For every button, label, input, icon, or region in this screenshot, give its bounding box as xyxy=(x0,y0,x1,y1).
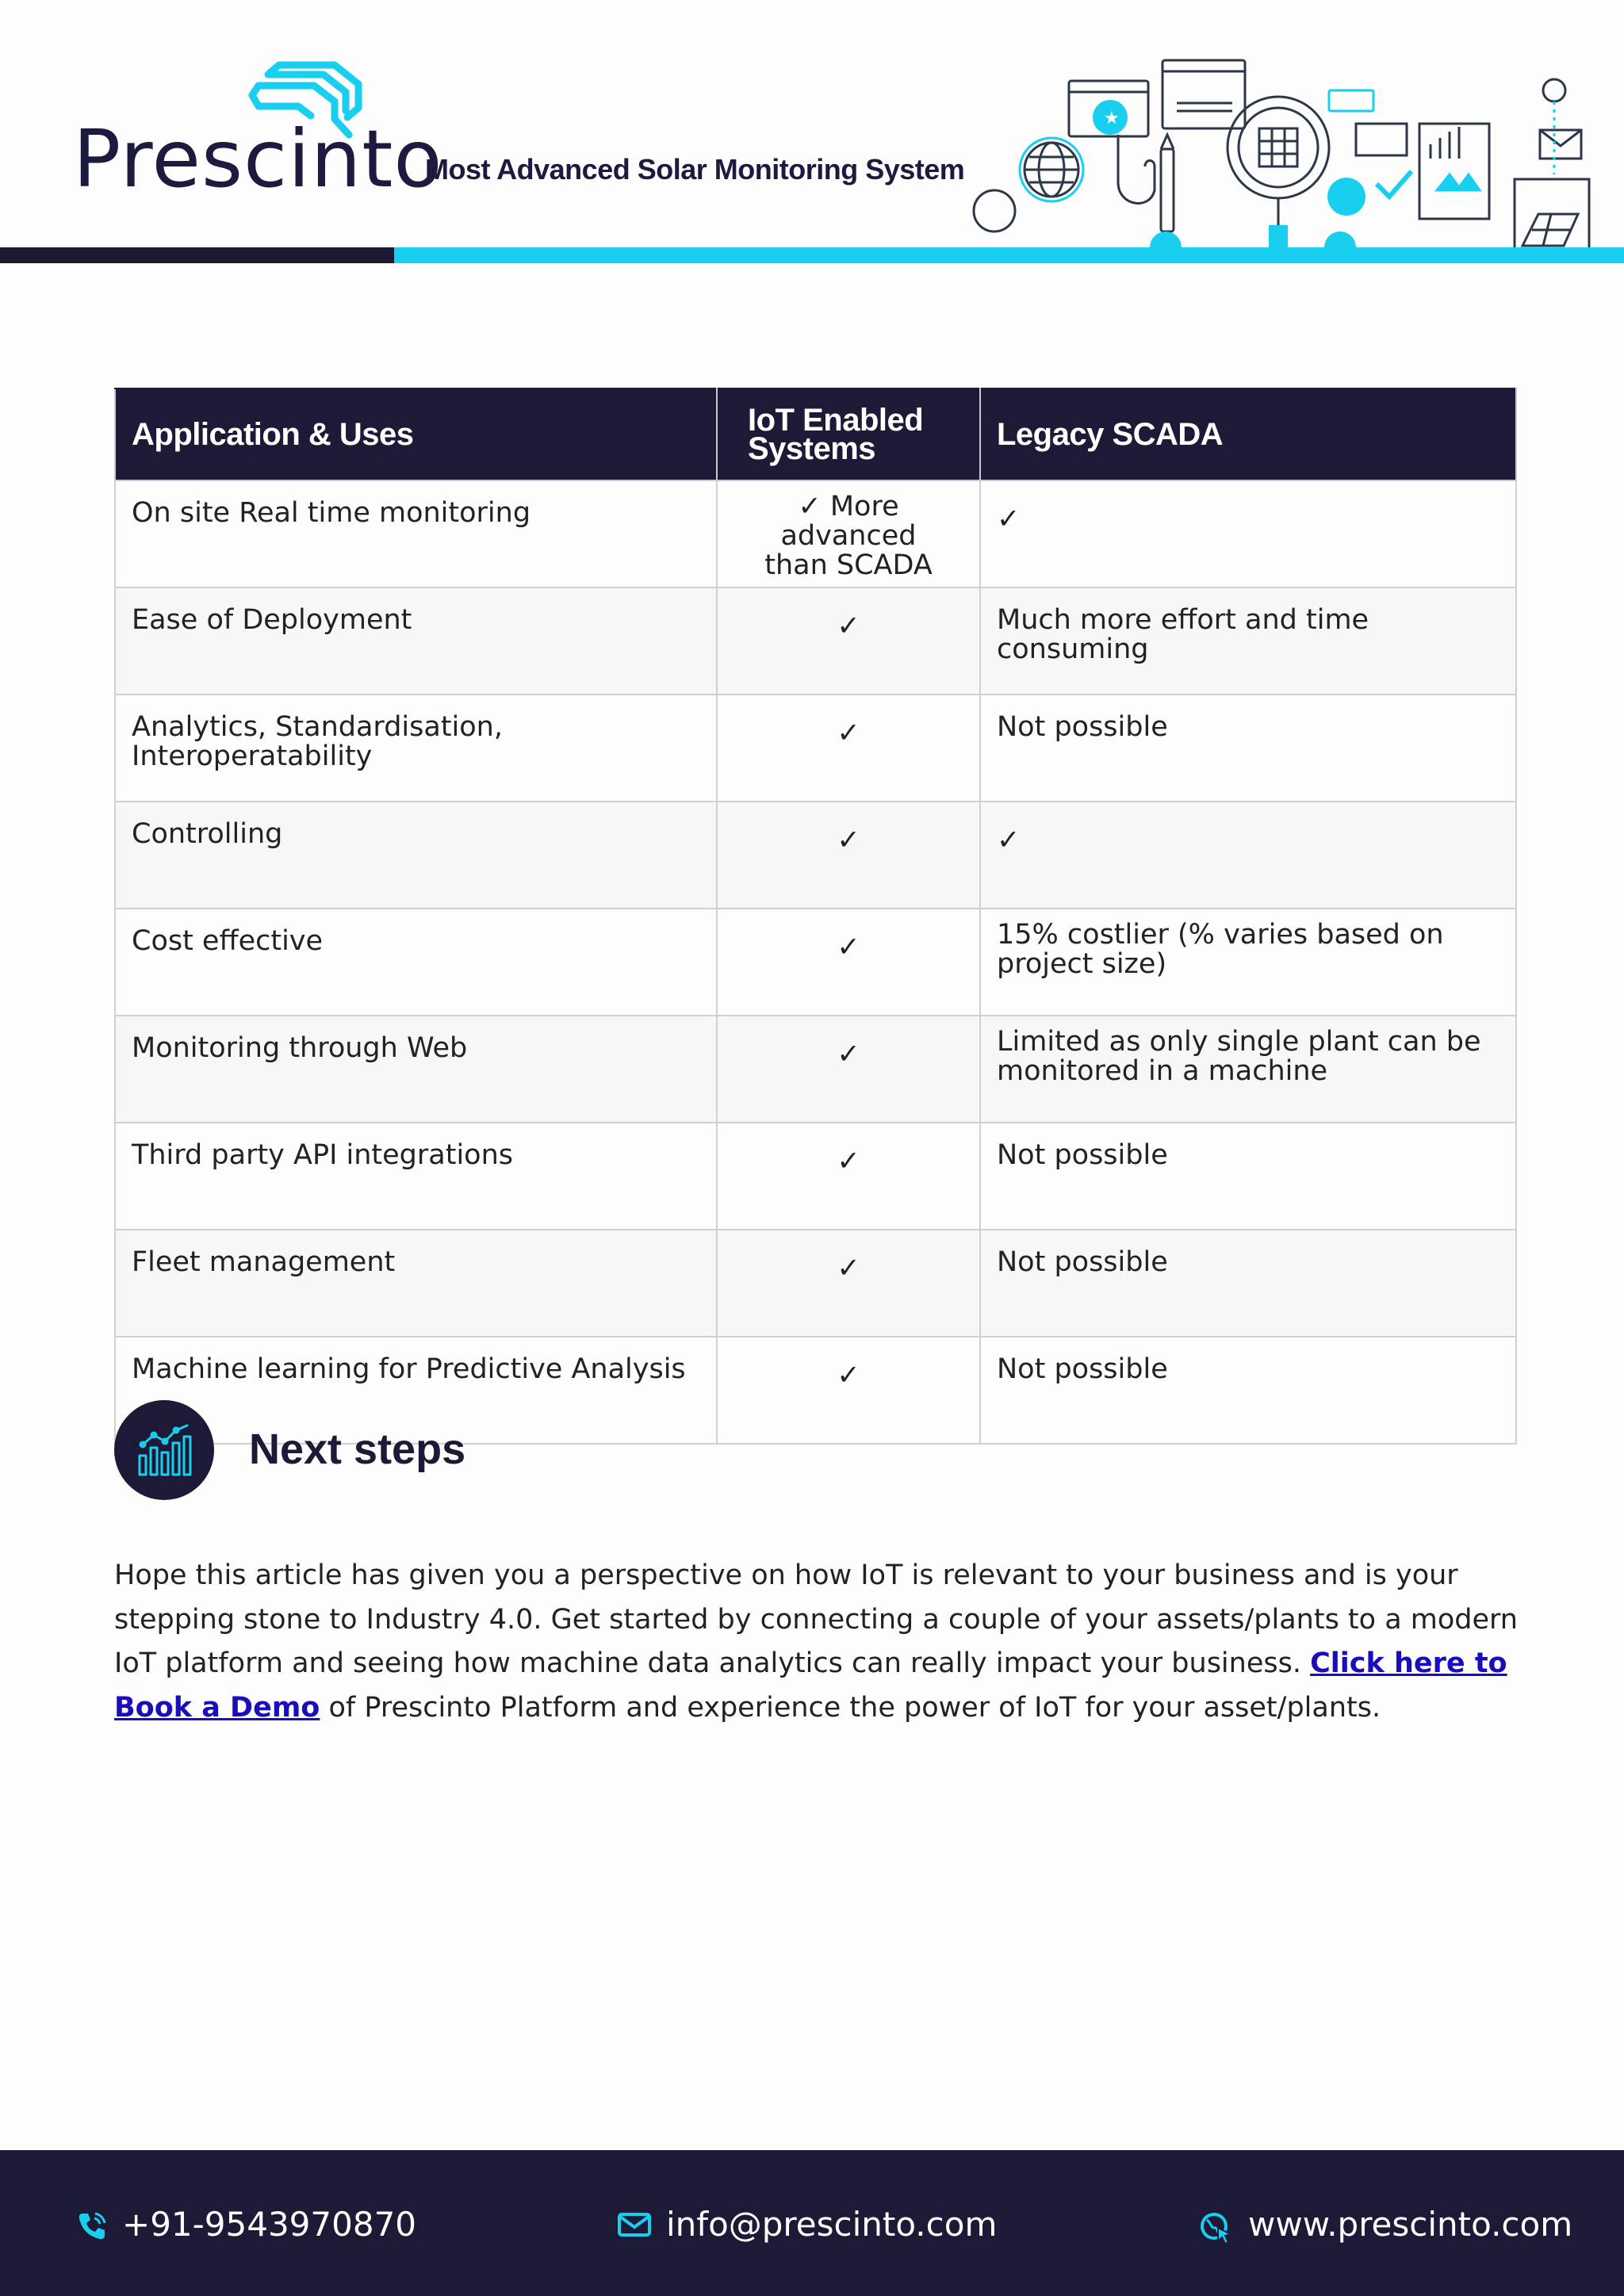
table-row xyxy=(115,909,1516,1016)
logo-wordmark: Prescinto xyxy=(73,113,443,205)
book-demo-link[interactable]: Click here to Book a Demo xyxy=(114,1647,1507,1724)
cell-scada: Not possible xyxy=(980,1337,1516,1444)
cell-scada: Not possible xyxy=(980,1230,1516,1337)
page-footer xyxy=(0,2150,1624,2296)
footer-phone[interactable]: +91-9543970870 xyxy=(76,2196,425,2253)
cell-use: Monitoring through Web xyxy=(115,1016,717,1123)
table-row xyxy=(115,802,1516,909)
column-header-iot: IoT Enabled Systems xyxy=(717,388,980,480)
cell-iot: ✓ xyxy=(717,695,980,802)
table-row xyxy=(115,480,1516,587)
header-divider-dark xyxy=(0,247,394,263)
svg-text:★: ★ xyxy=(1104,109,1120,128)
cell-scada: Not possible xyxy=(980,1123,1516,1230)
table-header-row xyxy=(115,388,1516,480)
footer-email[interactable]: info@prescinto.com xyxy=(617,2196,998,2253)
cell-iot: ✓ xyxy=(717,802,980,909)
cell-use: Third party API integrations xyxy=(115,1123,717,1230)
next-steps-title: Next steps xyxy=(249,1425,466,1473)
mail-icon xyxy=(617,2210,652,2239)
table-row xyxy=(115,1123,1516,1230)
cell-iot: ✓ xyxy=(717,1230,980,1337)
header-illustration xyxy=(967,55,1594,249)
table-row xyxy=(115,695,1516,802)
cell-iot: ✓ xyxy=(717,1337,980,1444)
table-row xyxy=(115,587,1516,695)
header-divider-cyan xyxy=(394,247,1624,263)
cell-scada: Much more effort and time consuming xyxy=(980,587,1516,695)
cell-use: Machine learning for Predictive Analysis xyxy=(115,1337,717,1444)
cell-iot: ✓ xyxy=(717,909,980,1016)
header-tagline: Most Advanced Solar Monitoring System xyxy=(425,153,965,186)
cell-iot: ✓ xyxy=(717,587,980,695)
cell-scada: ✓ xyxy=(980,802,1516,909)
column-header-scada: Legacy SCADA xyxy=(980,388,1516,480)
table-row xyxy=(115,1016,1516,1123)
cell-scada: Not possible xyxy=(980,695,1516,802)
globe-cursor-icon xyxy=(1199,2210,1234,2245)
cell-scada: ✓ xyxy=(980,480,1516,587)
bar-chart-trend-icon xyxy=(135,1421,193,1479)
cell-iot: ✓ xyxy=(717,1016,980,1123)
bar-chart-trend-icon xyxy=(114,1400,214,1500)
cell-use: Cost effective xyxy=(115,909,717,1016)
next-steps-paragraph: Hope this article has given you a perspective on how IoT is relevant to your business and is your stepping stone to Industry 4.0. Get started by connecting a couple of your assets/plants to a modern IoT platform and seeing how machine data analytics can really impact your business. Click here to Book a Demo of Prescinto Platform and experience the power of IoT for your asset/plants. xyxy=(114,1559,1518,1724)
cell-use: Controlling xyxy=(115,802,717,909)
cell-use: Fleet management xyxy=(115,1230,717,1337)
footer-website[interactable]: www.prescinto.com xyxy=(1199,2196,1580,2253)
comparison-table xyxy=(114,388,1517,1445)
cell-iot: ✓ More advanced than SCADA xyxy=(717,480,980,587)
column-header-application: Application & Uses xyxy=(115,388,717,480)
cell-use: Analytics, Standardisation, Interoperatability xyxy=(115,695,717,802)
cell-scada: 15% costlier (% varies based on project size) xyxy=(980,909,1516,1016)
page-header xyxy=(0,0,1624,265)
cell-iot: ✓ xyxy=(717,1123,980,1230)
table-row xyxy=(115,1230,1516,1337)
cell-use: On site Real time monitoring xyxy=(115,480,717,587)
cell-scada: Limited as only single plant can be monitored in a machine xyxy=(980,1016,1516,1123)
phone-icon xyxy=(76,2210,108,2242)
cell-use: Ease of Deployment xyxy=(115,587,717,695)
